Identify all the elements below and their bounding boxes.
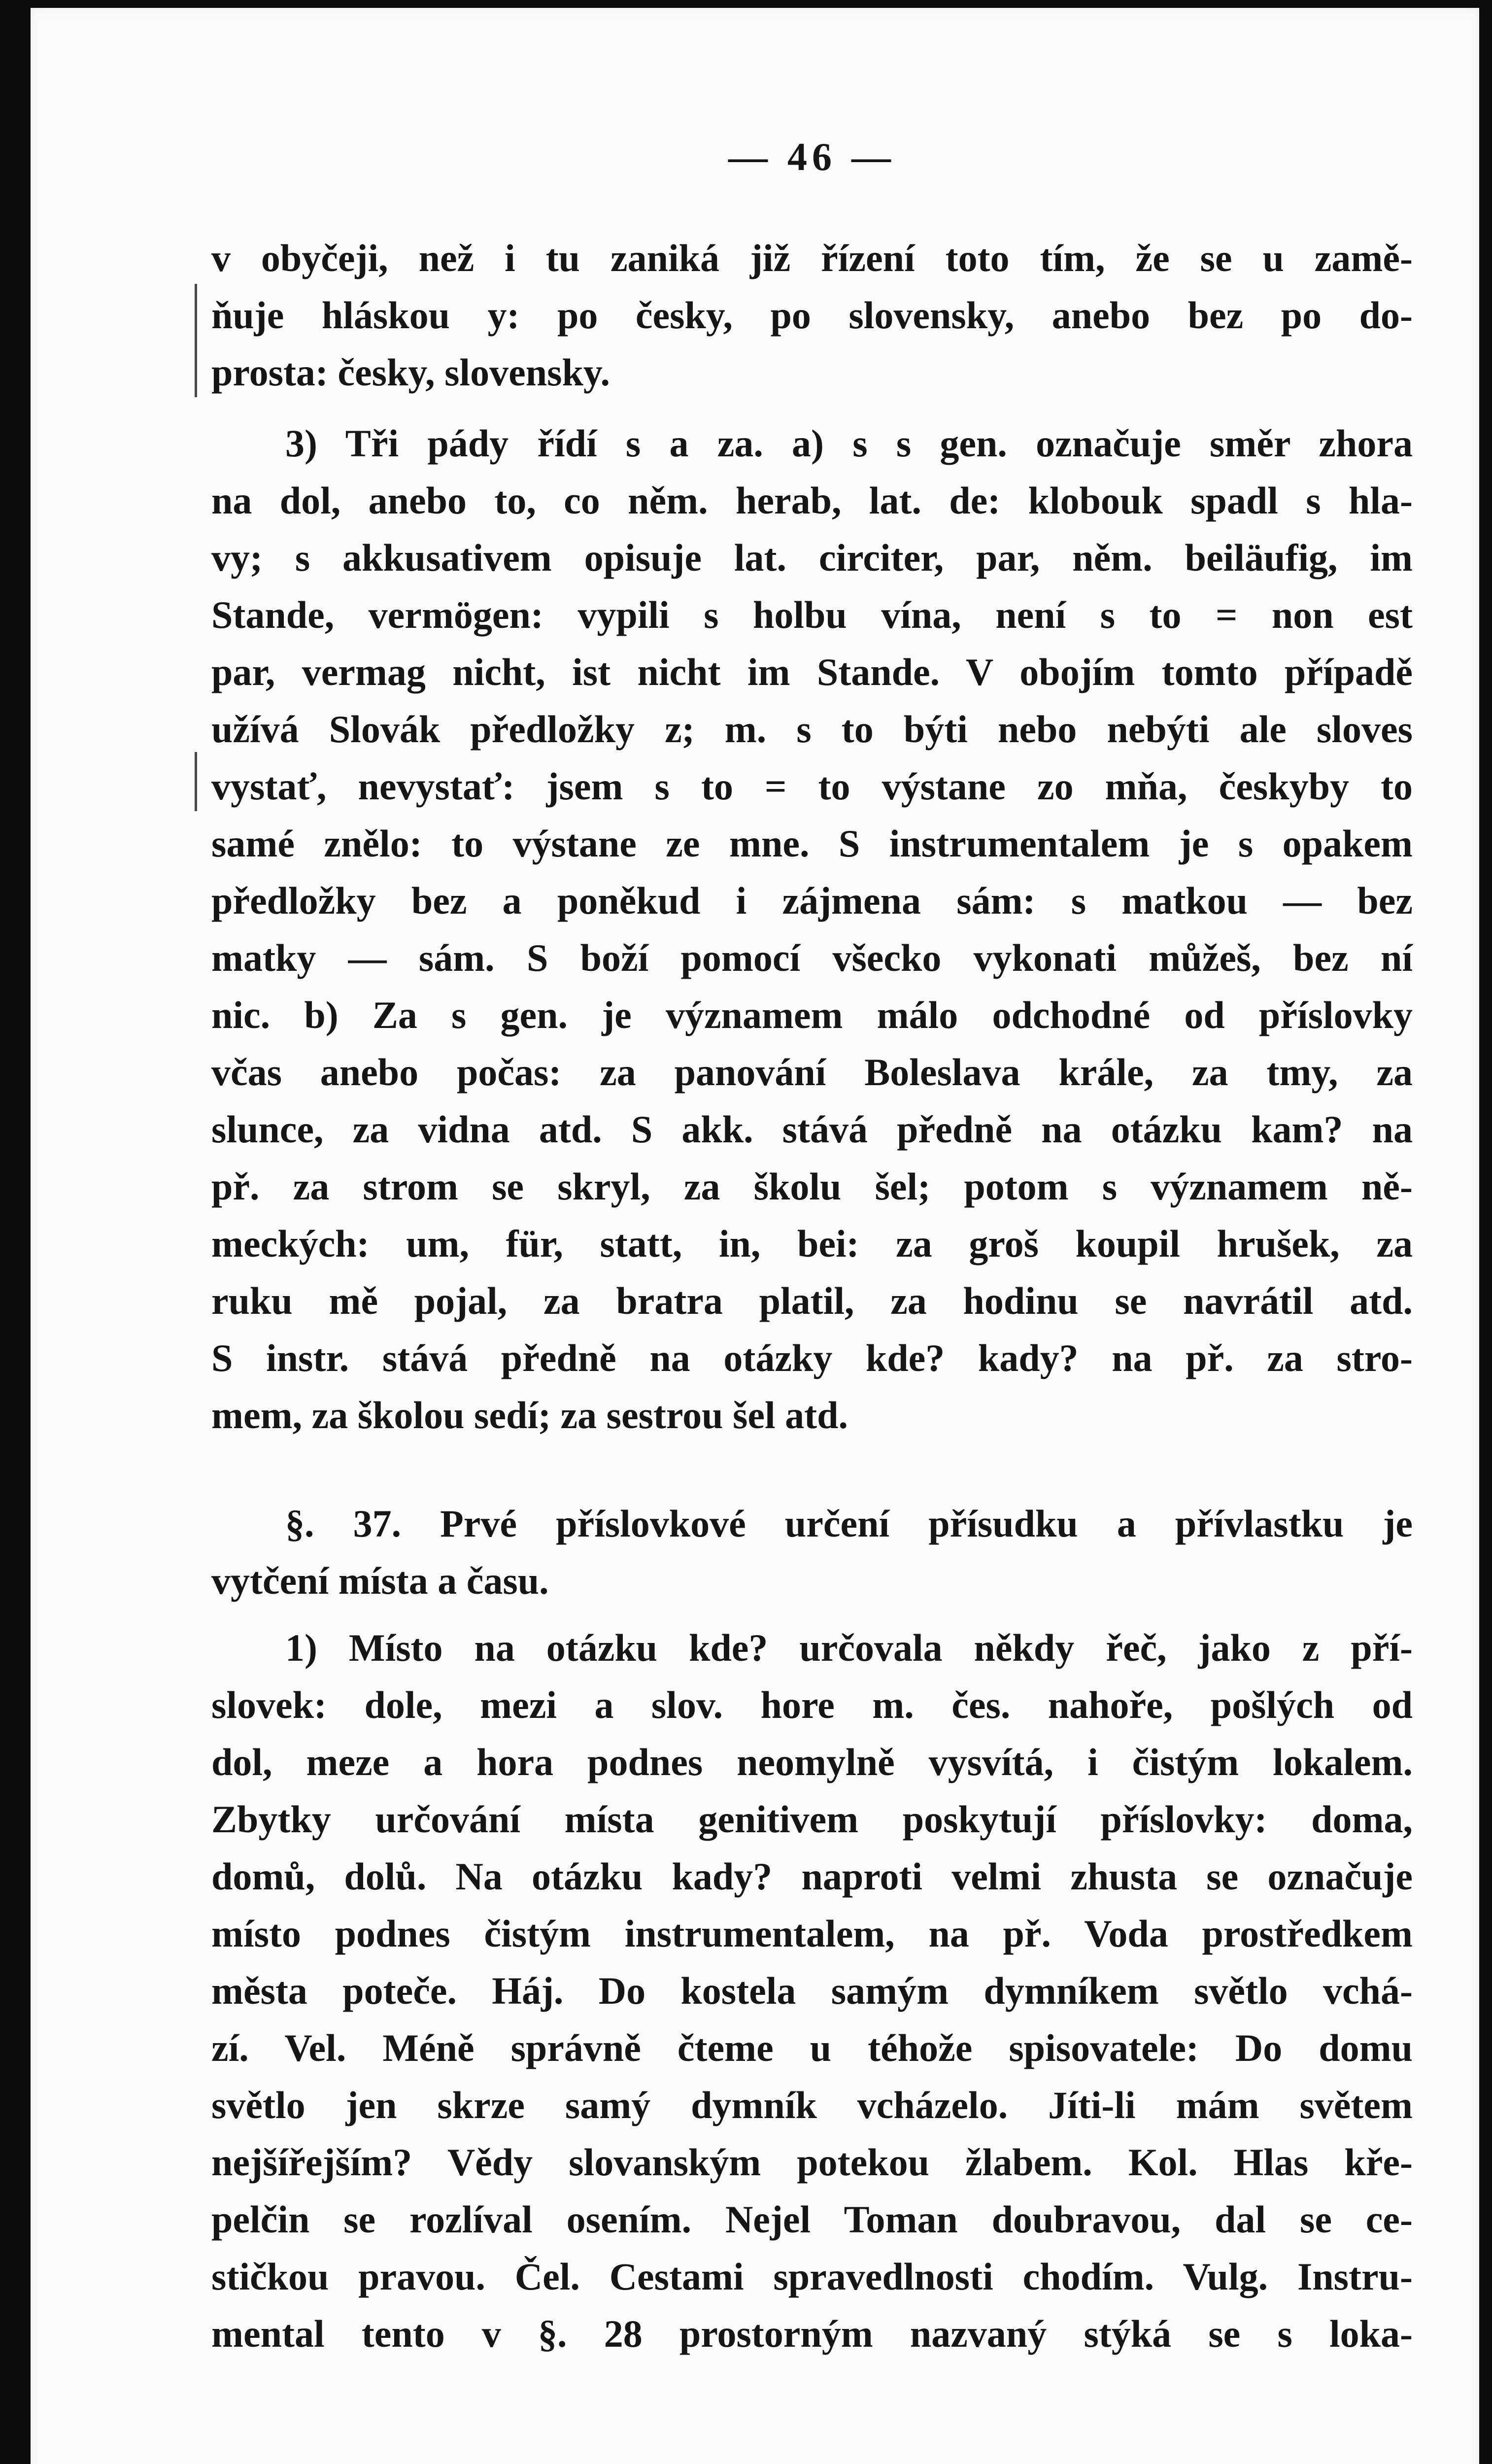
paragraph-point-3 xyxy=(211,415,1413,1444)
text-line: meckých: um, für, statt, in, bei: za groš koupil hrušek, za xyxy=(211,1222,1413,1265)
text-line: domů, dolů. Na otázku kady? naproti velmi zhusta se označuje xyxy=(211,1855,1413,1898)
text-line: prosta: česky, slovensky. xyxy=(211,351,610,394)
text-line: 3) Tři pády řídí s a za. a) s s gen. označuje směr zhora xyxy=(285,422,1413,465)
margin-bracket-mark xyxy=(195,752,197,811)
paragraph-section-37 xyxy=(211,1495,1413,1609)
text-line: nic. b) Za s gen. je významem málo odchodné od příslovky xyxy=(211,993,1413,1036)
text-line: S instr. stává předně na otázky kde? kady? na př. za stro- xyxy=(211,1336,1413,1379)
text-line: dol, meze a hora podnes neomylně vysvítá, i čistým lokalem. xyxy=(211,1741,1413,1783)
text-line: nejšířejším? Vědy slovanským potekou žlabem. Kol. Hlas křе- xyxy=(211,2141,1413,2184)
text-line: Zbytky určování místa genitivem poskytují příslovky: doma, xyxy=(211,1798,1413,1841)
text-line: v obyčeji, než i tu zaniká již řízení toto tím, že se u zamě- xyxy=(211,237,1413,279)
text-line: včas anebo počas: za panování Boleslava krále, za tmy, za xyxy=(211,1051,1413,1094)
page-number: — 46 — xyxy=(728,136,896,179)
text-line: samé znělo: to výstane ze mne. S instrumentalem je s opakem xyxy=(211,822,1413,865)
text-line: slunce, za vidna atd. S akk. stává předně na otázku kam? na xyxy=(211,1108,1413,1151)
text-line: př. za strom se skryl, za školu šel; potom s významem ně- xyxy=(211,1165,1413,1208)
text-line: 1) Místo na otázku kde? určovala někdy řeč, jako z pří- xyxy=(285,1626,1413,1669)
text-line: místo podnes čistým instrumentalem, na př. Voda prostředkem xyxy=(211,1912,1413,1955)
text-line: na dol, anebo to, co něm. herab, lat. de: klobouk spadl s hla- xyxy=(211,479,1413,522)
text-line: par, vermag nicht, ist nicht im Stande. V obojím tomto případě xyxy=(211,650,1413,693)
paragraph-point-1 xyxy=(211,1619,1413,2362)
margin-bracket-mark xyxy=(195,284,197,397)
text-line: matky — sám. S boží pomocí všecko vykonati můžeš, bez ní xyxy=(211,936,1413,979)
text-line: stičkou pravou. Čel. Cestami spravedlnosti chodím. Vulg. Instru- xyxy=(211,2255,1413,2298)
text-line: §. 37. Prvé příslovkové určení přísudku a přívlastku je xyxy=(285,1502,1413,1545)
text-line: světlo jen skrze samý dymník vcházelo. Jíti-li mám světem xyxy=(211,2084,1413,2126)
book-page xyxy=(31,8,1479,2464)
text-line: užívá Slovák předložky z; m. s to býti nebo nebýti ale sloves xyxy=(211,708,1413,751)
text-line: slovek: dole, mezi a slov. hore m. čes. nahoře, pošlých od xyxy=(211,1683,1413,1726)
text-line: mem, za školou sedí; za sestrou šel atd. xyxy=(211,1394,848,1437)
text-line: předložky bez a poněkud i zájmena sám: s matkou — bez xyxy=(211,879,1413,922)
text-line: ňuje hláskou y: po česky, po slovensky, anebo bez po do- xyxy=(211,294,1413,337)
text-line: vytčení místa a času. xyxy=(211,1559,549,1602)
text-line: mental tento v §. 28 prostorným nazvaný stýká se s loka- xyxy=(211,2312,1413,2355)
text-line: vystať, nevystať: jsem s to = to výstane zo mňa, českyby to xyxy=(211,765,1413,808)
text-line: Stande, vermögen: vypili s holbu vína, není s to = non est xyxy=(211,593,1413,636)
text-line: vy; s akkusativem opisuje lat. circiter, par, něm. beiläufig, im xyxy=(211,536,1413,579)
text-line: pelčin se rozlíval osením. Nejel Toman doubravou, dal se ce- xyxy=(211,2198,1413,2241)
text-line: zí. Vel. Méně správně čteme u téhože spisovatele: Do domu xyxy=(211,2026,1413,2069)
text-line: města poteče. Háj. Do kostela samým dymníkem světlo vchá- xyxy=(211,1969,1413,2012)
text-line: ruku mě pojal, za bratra platil, za hodinu se navrátil atd. xyxy=(211,1279,1413,1322)
paragraph-continuation xyxy=(211,230,1413,401)
